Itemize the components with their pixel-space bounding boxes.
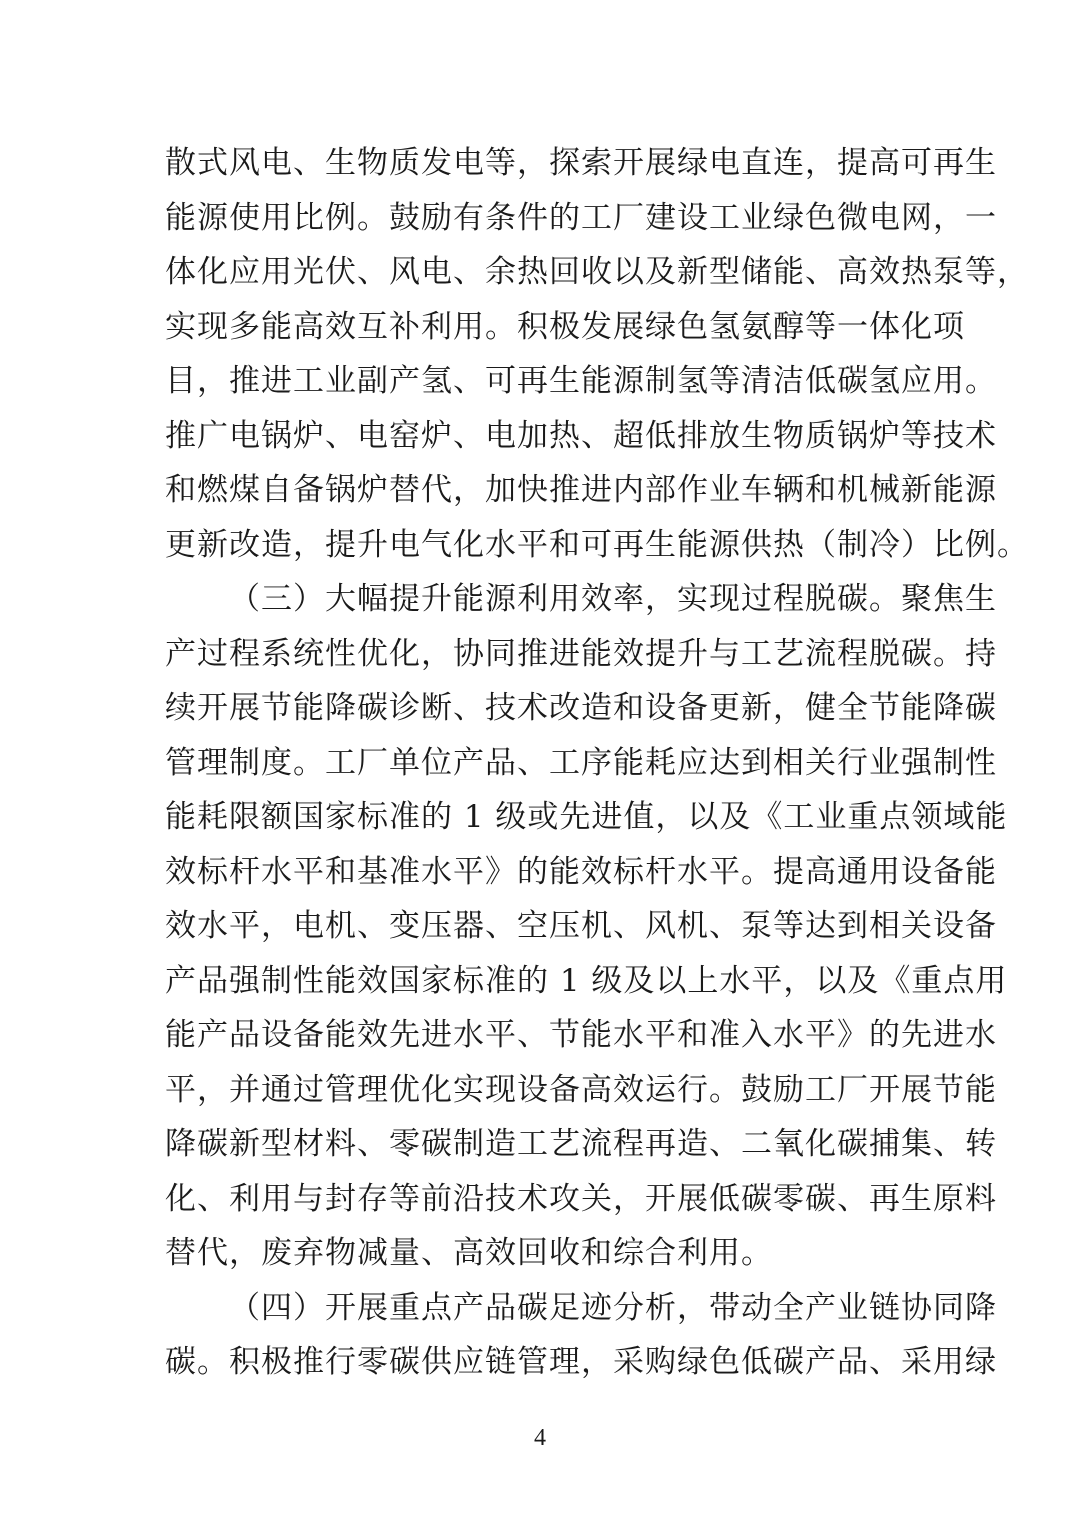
text-line: 替代，废弃物减量、高效回收和综合利用。 xyxy=(165,1235,773,1271)
text-line: 降碳新型材料、零碳制造工艺流程再造、二氧化碳捕集、转 xyxy=(165,1126,997,1162)
text-line: 推广电锅炉、电窑炉、电加热、超低排放生物质锅炉等技术 xyxy=(165,417,997,454)
text-line: 产品强制性能效国家标准的 1 级及以上水平，以及《重点用 xyxy=(165,962,1008,999)
text-line: 和燃煤自备锅炉替代，加快推进内部作业车辆和机械新能源 xyxy=(165,472,997,508)
text-line: 能源使用比例。鼓励有条件的工厂建设工业绿色微电网，一 xyxy=(165,199,997,236)
text-line: 效水平，电机、变压器、空压机、风机、泵等达到相关设备 xyxy=(165,908,997,944)
text-line: 能耗限额国家标准的 1 级或先进值，以及《工业重点领域能 xyxy=(165,799,1008,835)
text-line: 管理制度。工厂单位产品、工序能耗应达到相关行业强制性 xyxy=(165,744,997,781)
text-line: 实现多能高效互补利用。积极发展绿色氢氨醇等一体化项 xyxy=(165,308,965,345)
section-heading-line: （四）开展重点产品碳足迹分析，带动全产业链协同降 xyxy=(229,1289,997,1326)
text-line: 平，并通过管理优化实现设备高效运行。鼓励工厂开展节能 xyxy=(165,1071,997,1108)
text-line: 能产品设备能效先进水平、节能水平和准入水平》的先进水 xyxy=(165,1017,997,1053)
paragraph-section-three xyxy=(165,572,1008,1281)
page-number: 4 xyxy=(534,1425,546,1451)
text-line: 目，推进工业副产氢、可再生能源制氢等清洁低碳氢应用。 xyxy=(165,363,997,399)
text-line: 续开展节能降碳诊断、技术改造和设备更新，健全节能降碳 xyxy=(165,690,997,726)
section-heading-line: （三）大幅提升能源利用效率，实现过程脱碳。聚焦生 xyxy=(229,581,997,617)
text-line: 碳。积极推行零碳供应链管理，采购绿色低碳产品、采用绿 xyxy=(165,1344,997,1380)
text-line: 更新改造，提升电气化水平和可再生能源供热（制冷）比例。 xyxy=(165,526,1029,563)
text-line: 体化应用光伏、风电、余热回收以及新型储能、高效热泵等， xyxy=(165,254,1029,290)
paragraph-section-four xyxy=(165,1281,997,1390)
text-line: 化、利用与封存等前沿技术攻关，开展低碳零碳、再生原料 xyxy=(165,1180,997,1217)
text-line: 效标杆水平和基准水平》的能效标杆水平。提高通用设备能 xyxy=(165,853,997,890)
paragraph-continued xyxy=(165,136,1029,572)
text-line: 产过程系统性优化，协同推进能效提升与工艺流程脱碳。持 xyxy=(165,635,997,672)
body-text xyxy=(165,136,1029,1390)
text-line: 散式风电、生物质发电等，探索开展绿电直连，提高可再生 xyxy=(165,145,997,181)
